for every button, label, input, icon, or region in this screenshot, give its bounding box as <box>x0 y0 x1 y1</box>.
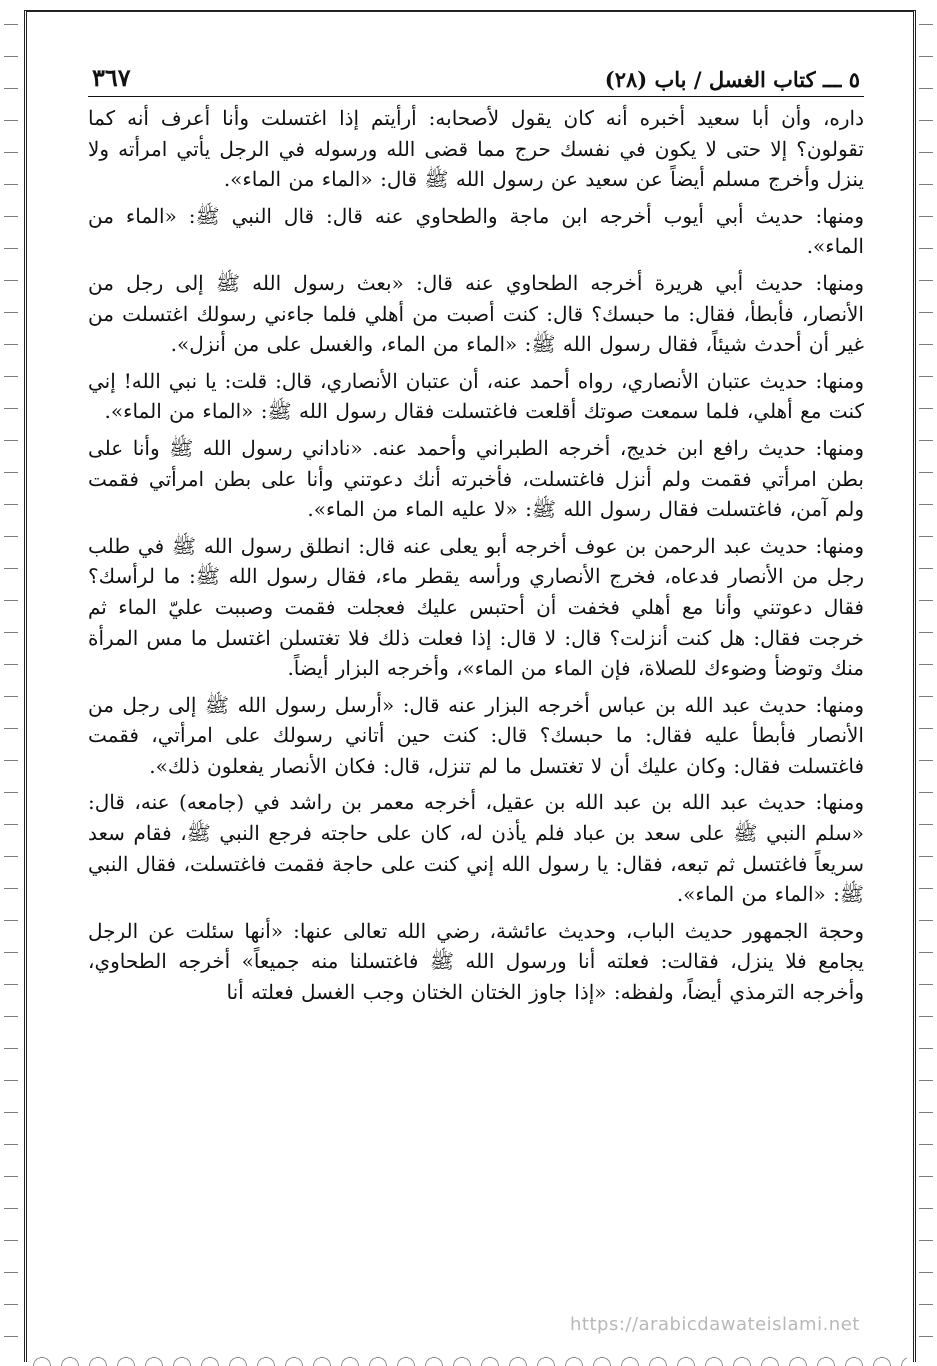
paragraph: ومنها: حديث عتبان الأنصاري، رواه أحمد عنه، أن عتبان الأنصاري، قال: قلت: يا نبي الله! إني كنت مع أهلي، فلما سمعت صوتك أقلعت فاغتسلت فقال رسول الله ﷺ: «الماء من الماء». <box>88 368 864 424</box>
book-page <box>88 62 864 1352</box>
paragraph: ومنها: حديث رافع ابن خديج، أخرجه الطبراني وأحمد عنه. «ناداني رسول الله ﷺ وأنا على بطن امرأتي فقمت ولم أنزل فاغتسلت، فأخبرته أنك دعوتني وأنا على بطن امرأتي فقمت ولم آمن، فاغتسلت فقال رسول الله ﷺ: «لا عليه الماء من الماء». <box>88 435 864 522</box>
watermark-url: https://arabicdawateislami.net <box>570 1314 860 1335</box>
chapter-title: ٥ ـــ كتاب الغسل / باب (٢٨) <box>604 67 860 92</box>
running-header <box>88 62 864 97</box>
page-body <box>88 103 864 1008</box>
left-border-ornament <box>4 14 18 1354</box>
page-number: ٣٦٧ <box>92 63 131 92</box>
paragraph: ومنها: حديث عبد الرحمن بن عوف أخرجه أبو يعلى عنه قال: انطلق رسول الله ﷺ في طلب رجل من الأنصار فدعاه، فخرج الأنصاري ورأسه يقطر ماء، فقال رسول الله ﷺ: ما لرأسك؟ فقال دعوتني وأنا مع أهلي فخفت أن أحتبس عليك فعجلت فقمت وصببت عليّ الماء ثم خرجت فقال: هل كنت أنزلت؟ قال: لا قال: إذا فعلت ذلك فلا تغتسلن اغتسل ما مس المرأة منك وتوضأ وضوءك للصلاة، فإن الماء من الماء»، وأخرجه البزار أيضاً. <box>88 533 864 681</box>
right-border-ornament <box>919 14 933 1354</box>
paragraph: وحجة الجمهور حديث الباب، وحديث عائشة، رضي الله تعالى عنها: «أنها سئلت عن الرجل يجامع فلا ينزل، فقالت: فعلته أنا ورسول الله ﷺ فاغتسلنا منه جميعاً» أخرجه الطحاوي، وأخرجه الترمذي أيضاً، ولفظه: «إذا جاوز الختان الختان وجب الغسل فعلته أنا <box>88 918 864 1005</box>
bottom-border-ornament <box>30 1352 907 1366</box>
paragraph: داره، وأن أبا سعيد أخبره أنه كان يقول لأصحابه: أرأيتم إذا اغتسلت وأنا أعرف أنه كما تقولون؟ إلا حتى لا يكون في نفسك حرج مما قضى الله ورسوله في الرجل يأتي امرأته ولا ينزل وأخرج مسلم أيضاً عن سعيد عن رسول الله ﷺ قال: «الماء من الماء». <box>88 106 864 192</box>
paragraph: ومنها: حديث أبي أيوب أخرجه ابن ماجة والطحاوي عنه قال: قال النبي ﷺ: «الماء من الماء». <box>88 203 864 259</box>
paragraph: ومنها: حديث عبد الله بن عبد الله بن عقيل، أخرجه معمر بن راشد في (جامعه) عنه، قال: «سلم النبي ﷺ على سعد بن عباد فلم يأذن له، كان على حاجته فرجع النبي ﷺ، فقام سعد سريعاً فاغتسل ثم تبعه، فقال: يا رسول الله إني كنت على حاجة فقمت فاغتسلت، فقال النبي ﷺ: «الماء من الماء». <box>88 790 864 907</box>
paragraph: ومنها: حديث عبد الله بن عباس أخرجه البزار عنه قال: «أرسل رسول الله ﷺ إلى رجل من الأنصار فأبطأ عليه فقال: ما حبسك؟ قال: كنت حين أتاني رسولك على امرأتي، فقمت فاغتسلت فقال: وكان عليك أن لا تغتسل ما لم تنزل، قال: فكان الأنصار يفعلون ذلك». <box>88 692 864 778</box>
paragraph: ومنها: حديث أبي هريرة أخرجه الطحاوي عنه قال: «بعث رسول الله ﷺ إلى رجل من الأنصار، فأبطأ، فقال: ما حبسك؟ قال: كنت أصبت من أهلي فلما جاءني رسولك اغتسلت من غير أن أحدث شيئاً، فقال رسول الله ﷺ: «الماء من الماء، والغسل على من أنزل». <box>88 270 864 357</box>
